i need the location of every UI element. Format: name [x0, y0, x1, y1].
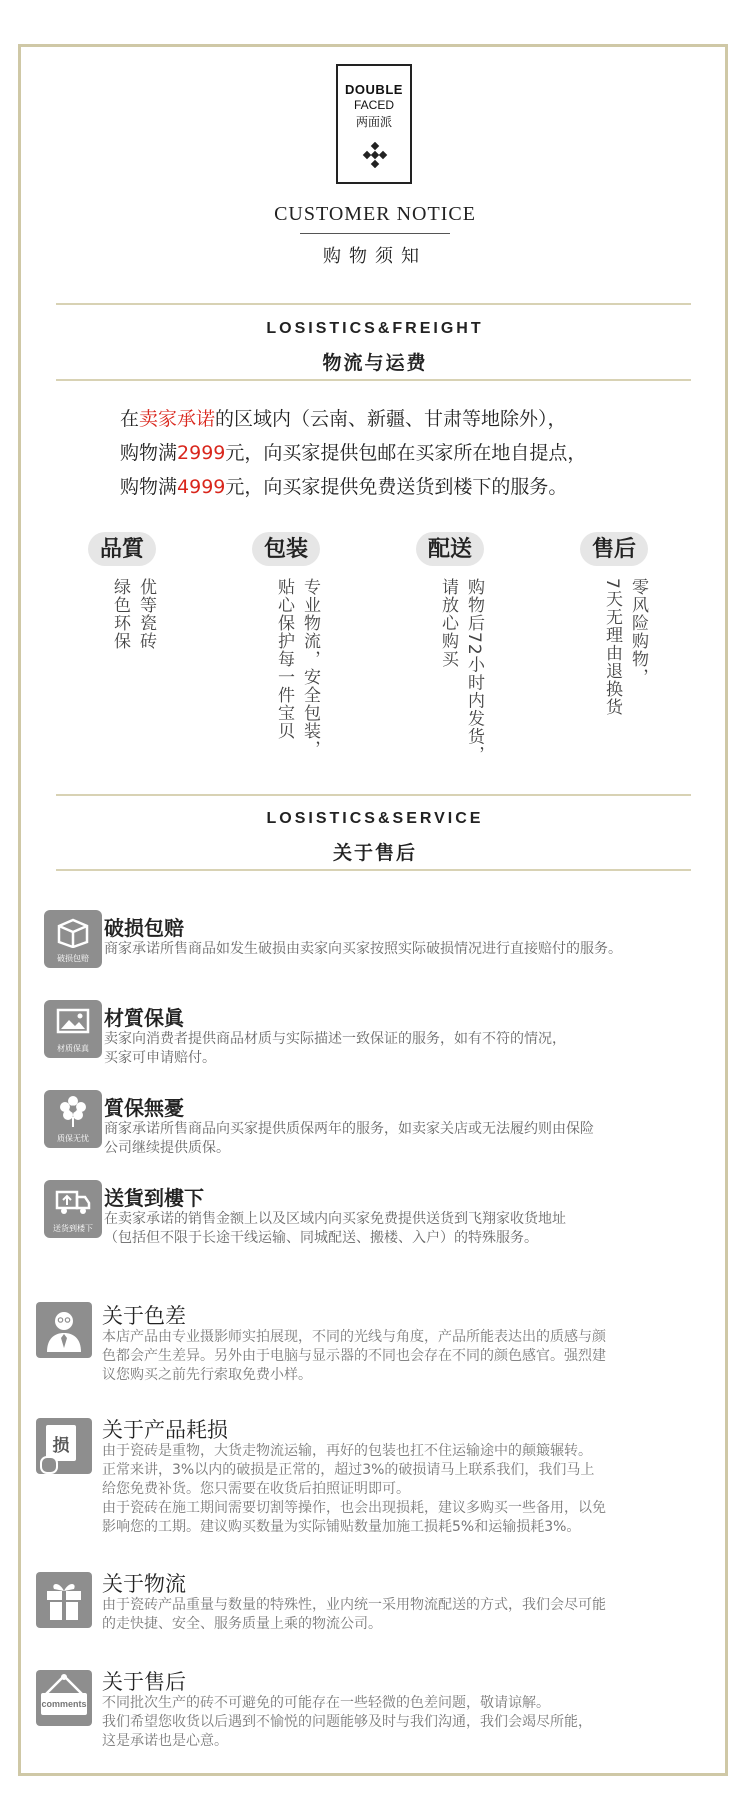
- feature-text: [594, 578, 648, 716]
- sign-shape: [36, 1670, 92, 1726]
- divider: [56, 379, 691, 381]
- info-line: 由于瓷砖产品重量与数量的特殊性，业内统一采用物流配送的方式，我们会尽可能: [102, 1597, 606, 1613]
- feature-title: 品質: [88, 532, 156, 566]
- feature-text: [102, 578, 156, 650]
- feature-text-col: 零风险购物，: [628, 578, 648, 686]
- info-line: 这是承诺也是心意。: [102, 1733, 228, 1749]
- feature-text-col: 专业物流，安全包装，: [300, 578, 320, 758]
- service-description: [104, 1030, 724, 1068]
- logo-line-3: 两面派: [355, 115, 392, 129]
- policy-text: 的区域内（云南、新疆、甘肃等地除外），: [215, 408, 567, 430]
- feature-title: 包装: [252, 532, 320, 566]
- delivery-truck-icon: [44, 1180, 102, 1238]
- info-title: 关于售后: [102, 1670, 186, 1694]
- logo-line-2: FACED: [353, 98, 394, 112]
- info-description: [102, 1596, 722, 1634]
- flower-icon: [44, 1090, 102, 1148]
- damage-doc-icon: [36, 1418, 92, 1474]
- service-title: 破损包赔: [104, 916, 184, 940]
- policy-text: 元，向买家提供免费送货到楼下的服务。: [225, 476, 568, 498]
- title-underline: [300, 233, 450, 234]
- policy-text: 购物满: [120, 476, 178, 498]
- info-line: 不同批次生产的砖不可避免的可能存在一些轻微的色差问题，敬请谅解。: [102, 1695, 550, 1711]
- freight-section-title-zh: 物流与运费: [322, 352, 428, 374]
- feature-text-col: 请放心购买: [438, 578, 458, 668]
- gift-box-icon: [36, 1572, 92, 1628]
- service-section-title-en: LOSISTICS&SERVICE: [266, 810, 484, 827]
- feature-delivery: [416, 532, 484, 764]
- policy-line-3: [120, 470, 680, 504]
- service-description-line: 商家承诺所售商品如发生破损由卖家向买家按照实际破损情况进行直接赔付的服务。: [104, 941, 622, 957]
- sign-text: comments: [41, 1699, 87, 1709]
- policy-text: 元，向买家提供包邮在买家所在地自提点，: [225, 442, 587, 464]
- logo-line-1: DOUBLE: [345, 82, 403, 97]
- service-section-title-zh: 关于售后: [332, 842, 417, 864]
- service-description-line: 卖家向消费者提供商品材质与实际描述一致保证的服务，如有不符的情况，: [104, 1031, 566, 1047]
- info-title: 关于产品耗损: [102, 1418, 228, 1442]
- policy-highlight: 2999: [177, 442, 226, 464]
- service-description-line: 商家承诺所售商品向买家提供质保两年的服务，如卖家关店或无法履约则由保险: [104, 1121, 594, 1137]
- info-line: 给您免费补货。您只需要在收货后拍照证明即可。: [102, 1481, 410, 1497]
- service-title: 質保無憂: [104, 1096, 184, 1120]
- feature-text-col: 绿色环保: [110, 578, 130, 650]
- service-description-line: 买家可申请赔付。: [104, 1050, 216, 1066]
- person-shape: [44, 1308, 84, 1352]
- icon-label: 材质保真: [57, 1044, 89, 1053]
- feature-text-col: 7天无理由退换货: [602, 578, 622, 716]
- info-line: 的走快捷、安全、服务质量上乘的物流公司。: [102, 1616, 382, 1632]
- info-description: [102, 1442, 722, 1537]
- feature-text-col: 购物后72小时内发货，: [464, 578, 484, 764]
- icon-label: 破损包赔: [57, 954, 89, 963]
- info-description: [102, 1694, 722, 1751]
- policy-text: 购物满: [120, 442, 178, 464]
- info-description: [102, 1328, 722, 1385]
- divider: [56, 303, 691, 305]
- customer-notice-title: CUSTOMER NOTICE: [274, 203, 476, 225]
- info-line: 由于瓷砖是重物，大货走物流运输，再好的包装也扛不住运输途中的颠簸辗转。: [102, 1443, 592, 1459]
- feature-title: 售后: [580, 532, 648, 566]
- truck-shape: [55, 1188, 91, 1216]
- service-description: [104, 940, 724, 959]
- policy-line-2: [120, 436, 680, 470]
- diamond-cluster-icon: [362, 142, 388, 168]
- flower-shape: [59, 1095, 87, 1129]
- policy-line-1: [120, 402, 680, 436]
- service-description: [104, 1120, 724, 1158]
- info-line: 由于瓷砖在施工期间需要切割等操作，也会出现损耗，建议多购买一些备用，以免: [102, 1500, 606, 1516]
- info-line: 正常来讲，3%以内的破损是正常的，超过3%的破损请马上联系我们，我们马上: [102, 1462, 595, 1478]
- person-icon: [36, 1302, 92, 1358]
- feature-title: 配送: [416, 532, 484, 566]
- picture-icon: [44, 1000, 102, 1058]
- gift-shape: [45, 1579, 83, 1621]
- freight-policy-text: [120, 402, 680, 504]
- policy-highlight: 卖家承诺: [139, 408, 216, 430]
- divider: [56, 869, 691, 871]
- feature-text-col: 优等瓷砖: [136, 578, 156, 650]
- service-description-line: 在卖家承诺的销售金额上以及区域内向买家免费提供送货到飞翔家收货地址: [104, 1211, 566, 1227]
- feature-after-sales: [580, 532, 648, 716]
- comments-sign-icon: [36, 1670, 92, 1726]
- info-line: 色都会产生差异。另外由于电脑与显示器的不同也会存在不同的颜色感官。强烈建: [102, 1348, 606, 1364]
- badge-circle: [40, 1456, 58, 1474]
- feature-text: [266, 578, 320, 758]
- info-line: 议您购买之前先行索取免费小样。: [102, 1367, 312, 1383]
- feature-text: [430, 578, 484, 764]
- info-line: 我们希望您收货以后遇到不愉悦的问题能够及时与我们沟通，我们会竭尽所能，: [102, 1714, 592, 1730]
- damage-char: 损: [52, 1436, 70, 1456]
- icon-label: 质保无忧: [57, 1134, 89, 1143]
- feature-quality: [88, 532, 156, 650]
- policy-text: 在: [120, 408, 140, 430]
- brand-logo: [336, 64, 412, 184]
- box-shape: [55, 916, 91, 948]
- divider: [56, 794, 691, 796]
- customer-notice-title-zh: 购物须知: [323, 246, 427, 267]
- picture-shape: [56, 1008, 90, 1036]
- info-title: 关于物流: [102, 1572, 186, 1596]
- feature-text-col: 贴心保护每一件宝贝: [274, 578, 294, 740]
- icon-label: 送货到楼下: [53, 1224, 93, 1233]
- service-title: 材質保眞: [104, 1006, 184, 1030]
- feature-packaging: [252, 532, 320, 758]
- service-description-line: 公司继续提供质保。: [104, 1140, 230, 1156]
- info-line: 影响您的工期。建议购买数量为实际铺贴数量加施工损耗5%和运输损耗3%。: [102, 1519, 581, 1535]
- info-line: 本店产品由专业摄影师实拍展现，不同的光线与角度，产品所能表达出的质感与颜: [102, 1329, 606, 1345]
- service-description-line: （包括但不限于长途干线运输、同城配送、搬楼、入户）的特殊服务。: [104, 1230, 538, 1246]
- info-title: 关于色差: [102, 1304, 186, 1328]
- service-description: [104, 1210, 724, 1248]
- freight-section-title-en: LOSISTICS&FREIGHT: [266, 320, 484, 337]
- damaged-box-icon: [44, 910, 102, 968]
- policy-highlight: 4999: [177, 476, 226, 498]
- service-title: 送貨到樓下: [104, 1186, 204, 1210]
